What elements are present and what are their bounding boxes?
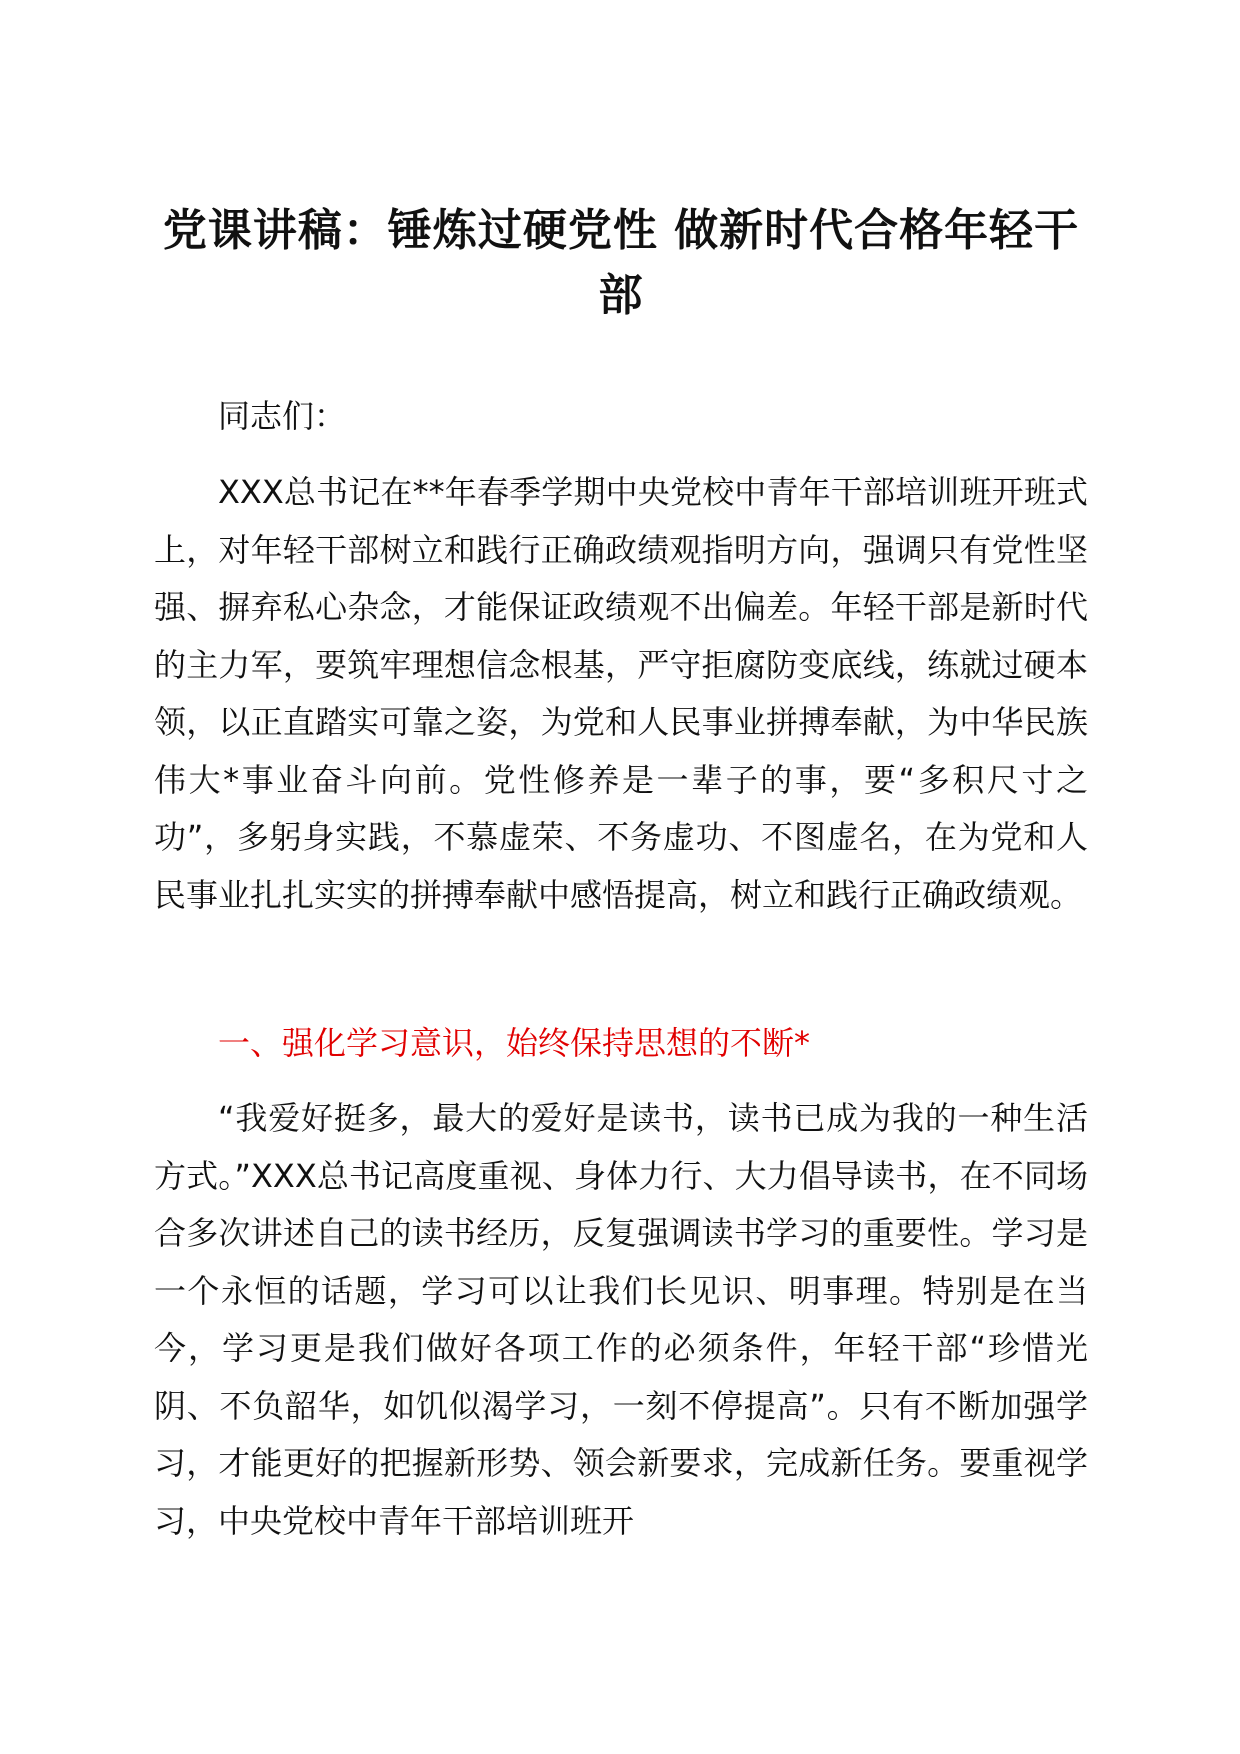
salutation: 同志们： <box>218 397 347 435</box>
paragraph-reading: “我爱好挺多，最大的爱好是读书，读书已成为我的一种生活方式。”XXX总书记高度重视、身体力行、大力倡导读书，在不同场合多次讲述自己的读书经历，反复强调读书学习的重要性。学习是一个永恒的话题，学习可以让我们长见识、明事理。特别是在当今，学习更是我们做好各项工作的必须条件，年轻干部“珍惜光阴、不负韶华，如饥似渴学习，一刻不停提高”。只有不断加强学习，才能更好的把握新形势、领会新要求，完成新任务。要重视学习，中央党校中青年干部培训班开 <box>154 1099 1088 1540</box>
section-heading: 一、强化学习意识，始终保持思想的不断* <box>218 1024 811 1062</box>
paragraph-intro: XXX总书记在**年春季学期中央党校中青年干部培训班开班式上，对年轻干部树立和践行正确政绩观指明方向，强调只有党性坚强、摒弃私心杂念，才能保证政绩观不出偏差。年轻干部是新时代的主力军，要筑牢理想信念根基，严守拒腐防变底线，练就过硬本领，以正直踏实可靠之姿，为党和人民事业拼搏奉献，为中华民族伟大*事业奋斗向前。党性修养是一辈子的事，要“多积尺寸之功”，多躬身实践，不慕虚荣、不务虚功、不图虚名，在为党和人民事业扎扎实实的拼搏奉献中感悟提高，树立和践行正确政绩观。 <box>154 473 1088 914</box>
document-title: 党课讲稿：锤炼过硬党性 做新时代合格年轻干部 <box>162 205 1080 321</box>
